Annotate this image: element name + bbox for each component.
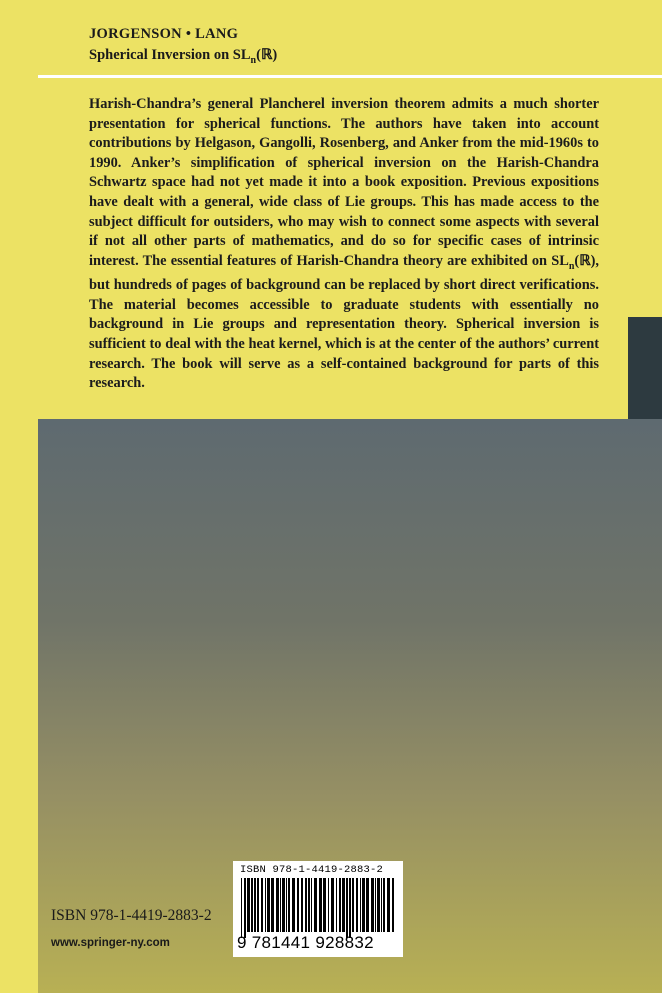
inline-suffix: (ℝ)	[574, 252, 596, 269]
spine-color-tab	[628, 317, 662, 419]
barcode-bar	[362, 878, 365, 932]
description-part-1: Harish-Chandra’s general Plancherel inversion theorem admits a much shorter presentation for spherical functions. The authors have taken into account contributions by Helgason, Gangolli, Rosenberg, and Anker from the mid-1960s to 1990. Anker’s simplification of spherical inversion on the Harish-Chandra Schwartz space had not yet made it into a book exposition. Previous expositions have dealt with a general, wide class of Lie groups. This has made access to the subject difficult for outsiders, who may wish to connect some aspects with several if not all other parts of mathematics, and do so for specific cases of intrinsic interest. The essential features of Harish-Chandra theory are exhibited on	[89, 96, 599, 269]
title-prefix: Spherical Inversion on SL	[89, 47, 251, 63]
barcode-bar	[251, 878, 253, 932]
title-suffix: (ℝ)	[256, 47, 278, 63]
barcode-bar	[387, 878, 390, 932]
barcode-bar	[366, 878, 369, 932]
publisher-website[interactable]: www.springer-ny.com	[51, 937, 170, 949]
barcode-bar	[305, 878, 307, 932]
barcode-bar	[356, 878, 358, 932]
barcode-bar	[392, 878, 394, 932]
book-description	[89, 95, 599, 394]
barcode-bar	[381, 878, 382, 932]
barcode-bar	[308, 878, 310, 932]
barcode-bar	[349, 878, 351, 938]
barcode-bar	[311, 878, 312, 932]
title-subscript: n	[250, 54, 257, 66]
barcode-bar	[319, 878, 322, 932]
barcode-bar	[342, 878, 345, 932]
barcode-bar	[292, 878, 295, 932]
barcode	[233, 861, 403, 957]
barcode-bars	[239, 878, 397, 938]
barcode-bar	[244, 878, 246, 938]
barcode-bar	[336, 878, 337, 932]
barcode-bar	[301, 878, 303, 932]
barcode-bar	[339, 878, 341, 932]
barcode-bar	[241, 878, 242, 938]
inline-subscript: n	[568, 260, 575, 272]
barcode-bar	[254, 878, 256, 932]
barcode-bar	[314, 878, 317, 932]
barcode-bar	[323, 878, 326, 932]
barcode-bar	[247, 878, 250, 932]
barcode-bar	[286, 878, 287, 932]
barcode-bar	[377, 878, 380, 932]
barcode-bar	[328, 878, 329, 932]
barcode-bar	[282, 878, 285, 932]
header-divider	[38, 75, 662, 78]
barcode-bar	[297, 878, 299, 932]
barcode-bar	[383, 878, 385, 932]
barcode-bar	[257, 878, 259, 932]
barcode-isbn-label: ISBN 978-1-4419-2883-2	[240, 864, 384, 876]
barcode-bar	[271, 878, 274, 932]
barcode-bar	[331, 878, 334, 932]
inline-group: SL	[551, 252, 569, 269]
barcode-bar	[280, 878, 281, 932]
barcode-digits: 9 781441 928832	[237, 933, 374, 952]
barcode-bar	[371, 878, 374, 932]
book-title	[89, 47, 277, 66]
barcode-bar	[265, 878, 266, 932]
barcode-bar	[288, 878, 290, 932]
barcode-bar	[276, 878, 279, 932]
barcode-bar	[261, 878, 263, 932]
barcode-bar	[375, 878, 376, 932]
author-names: JORGENSON • LANG	[89, 26, 239, 42]
isbn-text: ISBN 978-1-4419-2883-2	[51, 907, 212, 924]
barcode-bar	[352, 878, 354, 932]
barcode-bar	[346, 878, 348, 938]
description-part-2: , but hundreds of pages of background can be replaced by short direct verifications. The material becomes accessible to graduate students with essentially no background in Lie groups and representation theory. Spherical inversion is sufficient to deal with the heat kernel, which is at the center of the authors’ current research. The book will serve as a self-contained background for parts of this research.	[89, 252, 599, 392]
barcode-bar	[360, 878, 361, 932]
barcode-bar	[267, 878, 270, 932]
